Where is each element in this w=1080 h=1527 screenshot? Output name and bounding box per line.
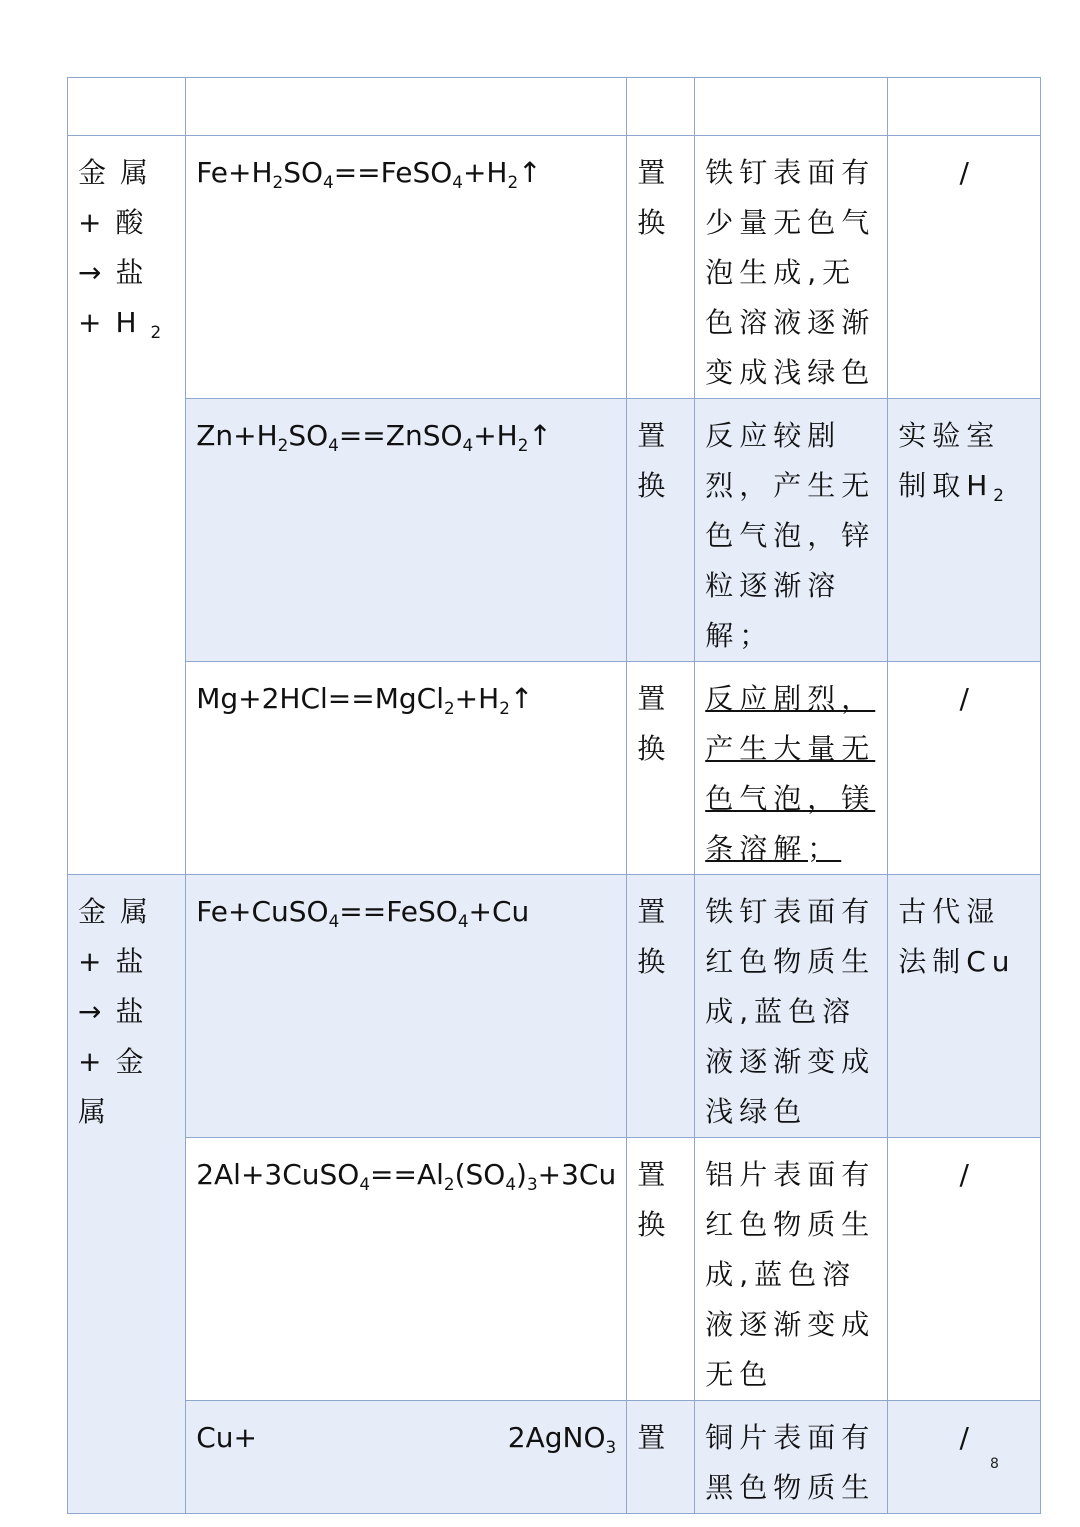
application-cell: / xyxy=(888,662,1041,875)
equation-right: 2AgNO$_3$ xyxy=(507,1421,617,1457)
equation-cell xyxy=(186,1401,627,1514)
phenomenon-cell: 铝片表面有红色物质生成,蓝色溶液逐渐变成无色 xyxy=(695,1138,888,1401)
header-cell xyxy=(186,78,627,136)
application-cell: 古代湿法制Cu xyxy=(888,875,1041,1138)
page-number: 8 xyxy=(990,1456,999,1472)
reaction-type-cell: 置换 xyxy=(627,875,695,1138)
header-cell xyxy=(888,78,1041,136)
equation-left: Cu+ xyxy=(196,1421,257,1454)
reaction-type-cell: 置换 xyxy=(627,662,695,875)
phenomenon-cell: 铁钉表面有红色物质生成,蓝色溶液逐渐变成浅绿色 xyxy=(695,875,888,1138)
application-cell: / xyxy=(888,1401,1041,1514)
table-header-row xyxy=(68,78,1041,136)
equation-cell: Fe+CuSO$_4$==FeSO$_4$+Cu xyxy=(186,875,627,1138)
application-cell: / xyxy=(888,136,1041,399)
header-cell xyxy=(68,78,186,136)
header-cell xyxy=(627,78,695,136)
reaction-type-cell: 置 xyxy=(627,1401,695,1514)
header-cell xyxy=(695,78,888,136)
phenomenon-cell: 铁钉表面有少量无色气泡生成,无色溶液逐渐变成浅绿色 xyxy=(695,136,888,399)
application-cell: 实验室制取$H_2$ xyxy=(888,399,1041,662)
table-row xyxy=(68,875,1041,1138)
reaction-type-cell: 置换 xyxy=(627,136,695,399)
category-cell-metal-salt: 金属+盐→盐+金属 xyxy=(68,875,186,1514)
equation-cell: $Fe+H_2SO_4==FeSO_4+H_2↑$ xyxy=(186,136,627,399)
reaction-table xyxy=(67,77,1041,1514)
category-cell-metal-acid: 金属+酸→盐$+H_2$ xyxy=(68,136,186,875)
equation-cell: $Mg+2HCl==MgCl_2+H_2↑$ xyxy=(186,662,627,875)
table-row xyxy=(68,399,1041,662)
table-row xyxy=(68,662,1041,875)
application-cell: / xyxy=(888,1138,1041,1401)
reaction-type-cell: 置换 xyxy=(627,399,695,662)
phenomenon-cell: 反应较剧烈，产生无色气泡，锌粒逐渐溶解； xyxy=(695,399,888,662)
table-row xyxy=(68,136,1041,399)
table-row xyxy=(68,1138,1041,1401)
table-row xyxy=(68,1401,1041,1514)
equation-cell: $Zn+H_2SO_4==ZnSO_4+H_2↑$ xyxy=(186,399,627,662)
phenomenon-cell: 铜片表面有黑色物质生 xyxy=(695,1401,888,1514)
phenomenon-cell: 反应剧烈，产生大量无色气泡，镁条溶解； xyxy=(695,662,888,875)
equation-cell: $2Al+3CuSO_4==Al_2(SO_4)_3+3Cu$ xyxy=(186,1138,627,1401)
reaction-type-cell: 置换 xyxy=(627,1138,695,1401)
